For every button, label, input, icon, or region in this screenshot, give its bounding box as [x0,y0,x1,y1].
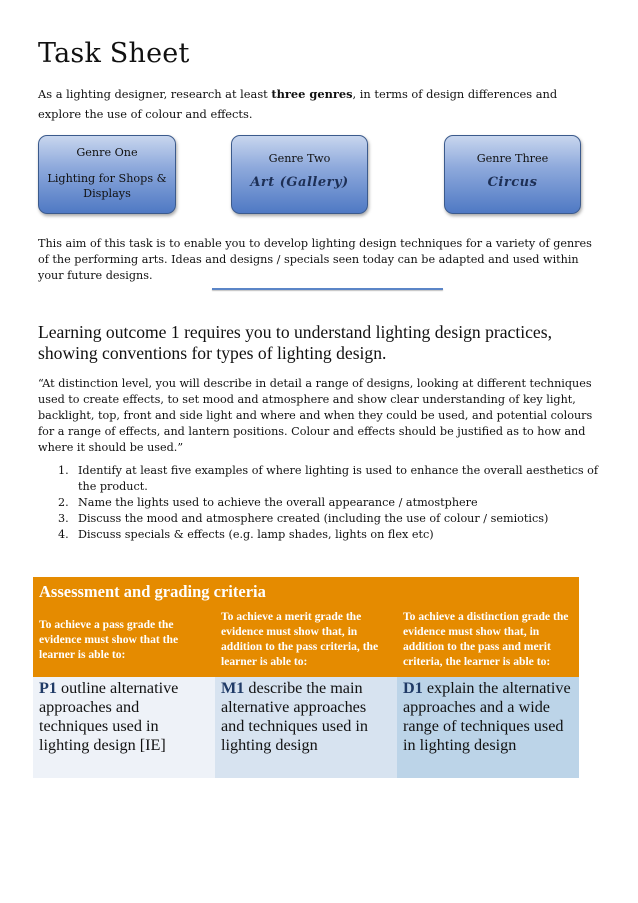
genre-one-subject: Lighting for Shops & Displays [47,172,167,200]
task-text: Identify at least five examples of where lighting is used to enhance the overall aesthetics of the product. [78,464,599,493]
task-number: 3. [58,512,69,525]
assessment-title: Assessment and grading criteria [33,577,579,605]
assessment-title-row [33,577,579,605]
criterion-code: P1 [39,679,57,697]
intro-text-emphasis: three genres [271,87,353,101]
genre-one-box [38,135,176,214]
genre-three-box [444,135,581,214]
pass-criterion [33,677,215,778]
distinction-quote: “At distinction level, you will describe in detail a range of designs, looking at different techniques used to create effects, to set mood and atmosphere and show clear understanding of key light, backlight, top, front and side light and where and when they could be used, and potential colours for a range of effects, and lantern positions. Colour and effects should be justified as to how and where it should be used.” [38,377,593,454]
section-divider [212,288,443,290]
task-text: Discuss specials & effects (e.g. lamp shades, lights on flex etc) [78,528,434,541]
task-list-item [58,463,603,495]
distinction-criteria-header: To achieve a distinction grade the evidence must show that, in addition to the pass and merit criteria, the learner is able to: [397,605,579,677]
task-number: 2. [58,496,69,509]
merit-criterion [215,677,397,778]
criterion-code: D1 [403,679,423,697]
criterion-text: explain the alternative approaches and a wide range of techniques used in lighting design [403,679,571,754]
genre-two-subject: Art (Gallery) [250,175,349,190]
merit-criteria-header: To achieve a merit grade the evidence must show that, in addition to the pass criteria, the learner is able to: [215,605,397,677]
pass-criteria-header: To achieve a pass grade the evidence must show that the learner is able to: [33,605,215,677]
distinction-criterion [397,677,579,778]
task-list [58,463,603,543]
assessment-table [33,577,579,778]
assessment-header-row [33,605,579,677]
task-list-item [58,495,603,511]
criterion-text: describe the main alternative approaches and techniques used in lighting design [221,679,368,754]
task-text: Discuss the mood and atmosphere created (including the use of colour / semiotics) [78,512,549,525]
task-number: 4. [58,528,69,541]
task-number: 1. [58,464,69,477]
genre-three-subject: Circus [487,175,538,190]
intro-text-end: , in terms of design differences and explore the use of colour and effects. [38,87,558,121]
intro-text-start: As a lighting designer, research at least [38,87,272,101]
genre-one-heading: Genre One [76,146,138,159]
assessment-criteria-row [33,677,579,778]
criterion-code: M1 [221,679,245,697]
genre-two-heading: Genre Two [268,152,331,165]
learning-outcome-heading: Learning outcome 1 requires you to understand lighting design practices, showing conventions for types of lighting design. [38,322,552,363]
task-list-item [58,511,603,527]
page-title: Task Sheet [38,38,190,69]
task-text: Name the lights used to achieve the overall appearance / atmostphere [78,496,478,509]
criterion-text: outline alternative approaches and techniques used in lighting design [IE] [39,679,179,754]
task-aim-paragraph: This aim of this task is to enable you to develop lighting design techniques for a variety of genres of the performing arts. Ideas and designs / specials seen today can be adapted and used within your future designs. [38,237,592,282]
task-list-item [58,527,603,543]
intro-text [38,84,598,124]
genre-three-heading: Genre Three [476,152,549,165]
genre-two-box [231,135,368,214]
